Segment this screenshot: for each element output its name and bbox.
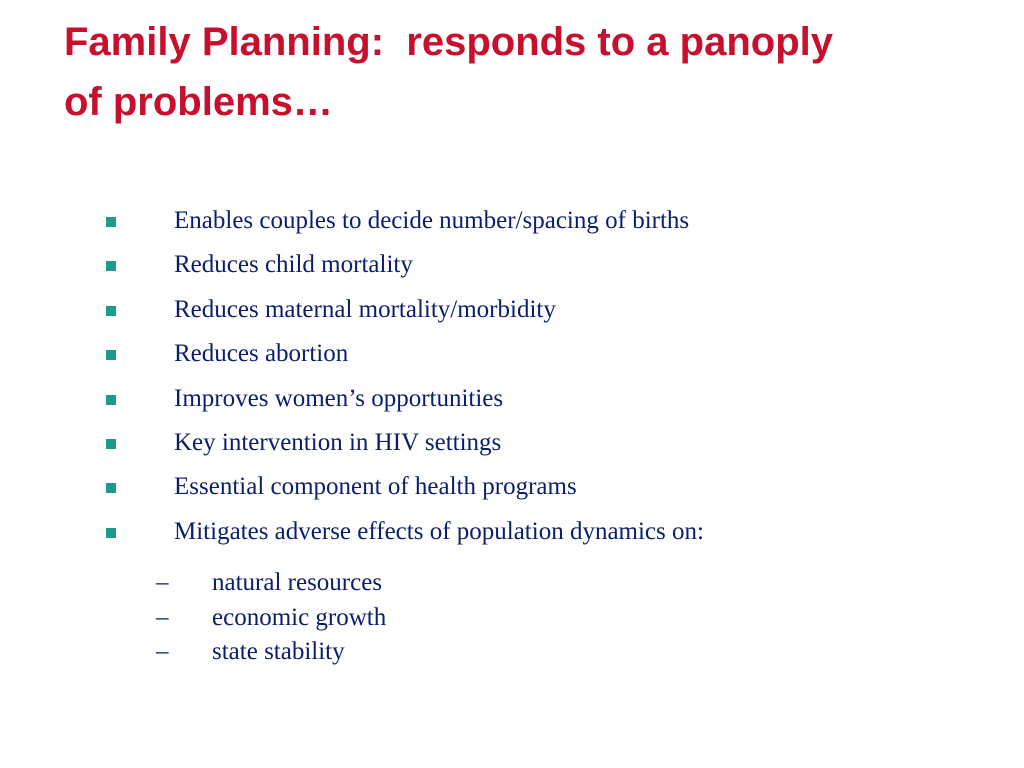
bullet-item [0,329,1024,373]
slide-title [64,12,984,132]
slide-title-line-1: Family Planning: responds to a panoply [64,20,833,64]
bullet-text: Reduces abortion [174,340,349,368]
dash-bullet-icon: – [156,638,169,665]
bullet-list [0,196,1024,551]
square-bullet-icon [106,439,116,449]
square-bullet-icon [106,528,116,538]
sub-bullet-text: economic growth [212,603,387,631]
sub-bullet-text: state stability [212,638,345,665]
square-bullet-icon [106,395,116,405]
bullet-text: Reduces maternal mortality/morbidity [174,295,556,323]
bullet-item [0,374,1024,418]
dash-bullet-icon: – [156,603,169,631]
bullet-text: Essential component of health programs [174,473,577,501]
bullet-text: Mitigates adverse effects of population dynamics on: [174,517,704,545]
square-bullet-icon [106,306,116,316]
bullet-item [0,507,1024,551]
bullet-item [0,196,1024,240]
bullet-text: Enables couples to decide number/spacing of births [174,207,690,234]
bullet-item [0,462,1024,506]
bullet-text: Reduces child mortality [174,251,413,279]
sub-bullet-item [0,639,1024,674]
bullet-item [0,240,1024,284]
bullet-item [0,285,1024,329]
slide-title-line-2: of problems… [64,80,333,124]
bullet-text: Improves women’s opportunities [174,384,504,412]
sub-bullet-item [0,570,1024,605]
sub-bullet-item [0,605,1024,640]
square-bullet-icon [106,261,116,271]
bullet-item [0,418,1024,462]
sub-bullet-list [0,570,1024,674]
sub-bullet-text: natural resources [212,569,383,596]
square-bullet-icon [106,350,116,360]
bullet-text: Key intervention in HIV settings [174,428,502,456]
dash-bullet-icon: – [156,569,169,596]
square-bullet-icon [106,217,116,227]
square-bullet-icon [106,483,116,493]
